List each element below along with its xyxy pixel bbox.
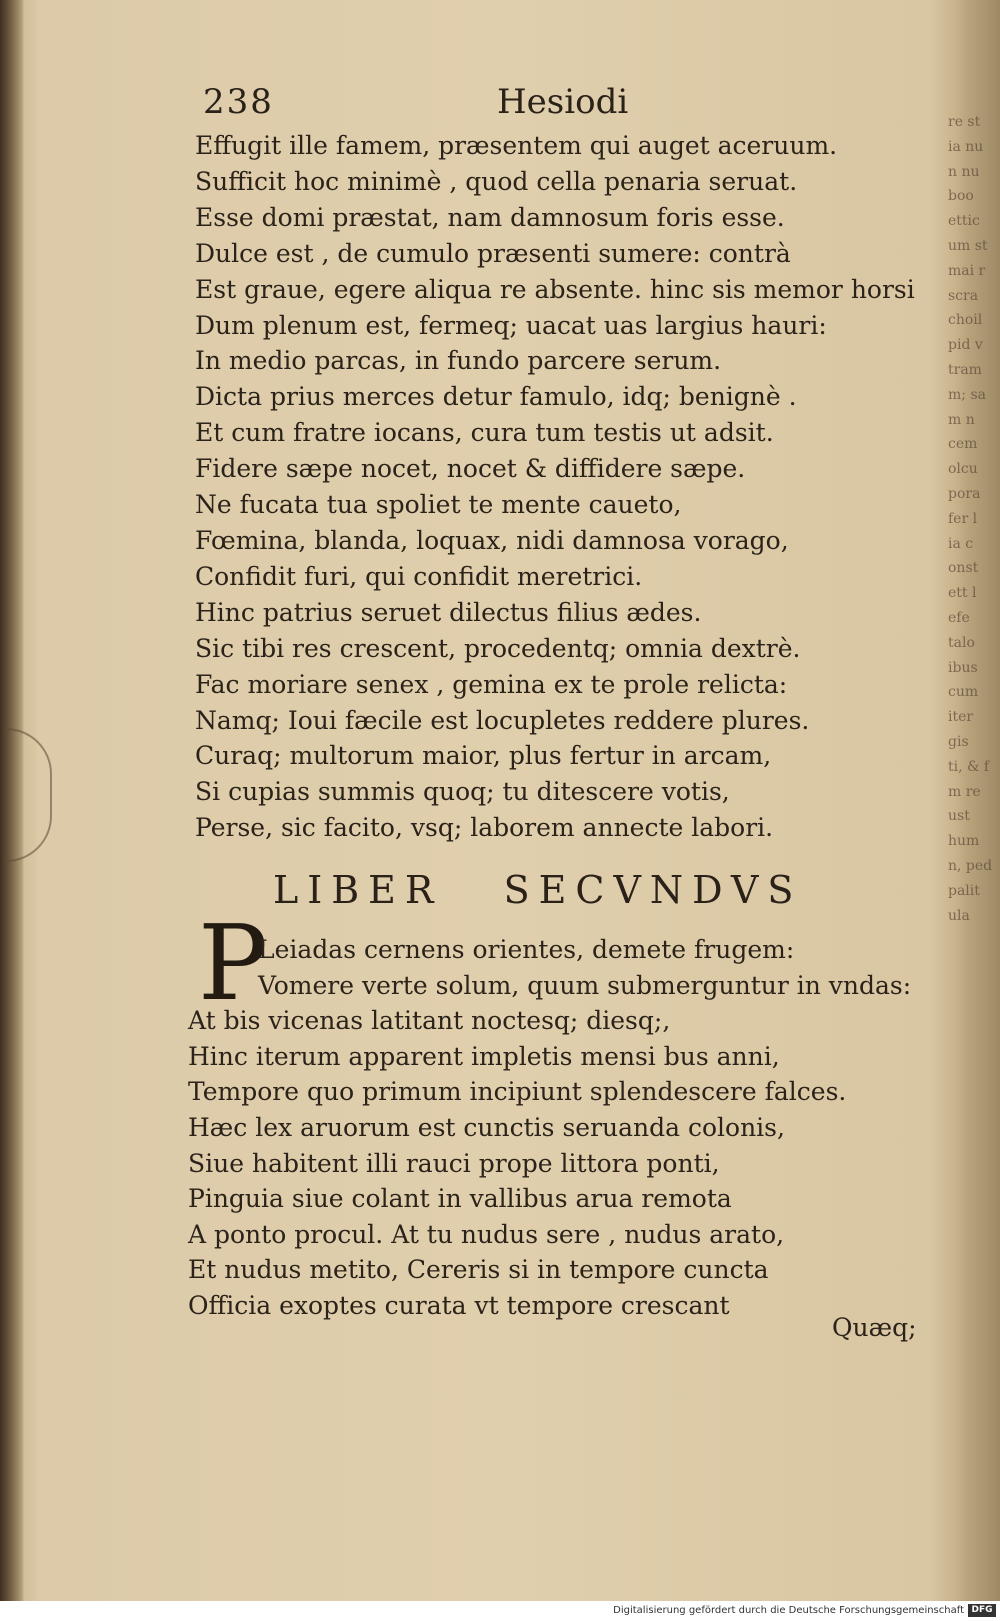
- verse-line: Pinguia siue colant in vallibus arua remota: [188, 1184, 732, 1214]
- binding-clasp-outline: [4, 728, 52, 862]
- facing-page-fragment: m; sa: [948, 386, 986, 403]
- facing-page-fragment: pora: [948, 485, 981, 502]
- facing-page-fragment: scra: [948, 287, 979, 304]
- verse-line: Namq; Ioui fæcile est locupletes reddere plures.: [195, 705, 810, 735]
- facing-page-fragment: ust: [948, 808, 970, 825]
- verse-line: Dulce est , de cumulo præsenti sumere: contrà: [195, 238, 791, 268]
- facing-page-fragment: tram: [948, 361, 982, 378]
- verse-line: Fac moriare senex , gemina ex te prole relicta:: [195, 669, 788, 699]
- facing-page-fragment: fer l: [948, 510, 978, 527]
- facing-page-fragment: efe: [948, 609, 970, 626]
- verse-line: Confidit furi, qui confidit meretrici.: [195, 561, 643, 591]
- dfg-logo: DFG: [968, 1604, 996, 1617]
- facing-page-fragment: iter: [948, 709, 974, 726]
- verse-line: Si cupias summis quoq; tu ditescere votis,: [195, 777, 730, 807]
- verse-line: Sufficit hoc minimè , quod cella penaria seruat.: [195, 166, 798, 196]
- facing-page-fragment: palit: [948, 882, 980, 899]
- facing-page-fragment: pid v: [948, 337, 983, 354]
- facing-page-fragment: onst: [948, 560, 979, 577]
- catchword: Quæq;: [832, 1313, 917, 1342]
- verse-line: Et nudus metito, Cereris si in tempore cuncta: [188, 1255, 769, 1285]
- facing-page-fragment: mai r: [948, 262, 986, 279]
- facing-page-fragment: ettic: [948, 213, 980, 230]
- facing-page-fragment: cem: [948, 436, 978, 453]
- verse-line: Est graue, egere aliqua re absente. hinc sis memor horsi: [195, 274, 915, 304]
- verse-line: A ponto procul. At tu nudus sere , nudus arato,: [188, 1219, 785, 1249]
- facing-page-fragment: re st: [948, 114, 981, 130]
- verse-line: Effugit ille famem, præsentem qui auget aceruum.: [195, 131, 838, 160]
- facing-page-fragment: cum: [948, 684, 979, 701]
- verse-line: Officia exoptes curata vt tempore crescant: [188, 1290, 730, 1320]
- facing-page-fragment: hum: [948, 833, 980, 850]
- facing-page-fragment: um st: [948, 237, 988, 254]
- verse-line: Perse, sic facito, vsq; laborem annecte labori.: [195, 813, 774, 843]
- verse-line: Siue habitent illi rauci prope littora ponti,: [188, 1148, 720, 1178]
- facing-page-fragment: ti, & f: [948, 758, 990, 775]
- verse-line: At bis vicenas latitant noctesq; diesq;,: [188, 1006, 671, 1036]
- verse-line: Sic tibi res crescent, procedentq; omnia dextrè.: [195, 633, 801, 663]
- page-number: 238: [203, 82, 274, 122]
- facing-page-fragment: boo: [948, 188, 974, 205]
- verse-line: Dicta prius merces detur famulo, idq; benignè .: [195, 382, 797, 412]
- drop-cap: P: [198, 902, 268, 1024]
- footer-bar: [0, 1601, 1000, 1621]
- verse-line: Esse domi præstat, nam damnosum foris esse.: [195, 202, 785, 232]
- facing-page-fragment: choil: [948, 312, 983, 329]
- verse-line: Tempore quo primum incipiunt splendescere falces.: [188, 1077, 847, 1107]
- facing-page-fragment: ula: [948, 907, 970, 924]
- verse-line: Et cum fratre iocans, cura tum testis ut adsit.: [195, 418, 774, 448]
- verse-block-book-two: [188, 932, 948, 1324]
- verse-line: Fœmina, blanda, loquax, nidi damnosa vorago,: [195, 525, 789, 555]
- verse-line: Vomere verte solum, quum submerguntur in vndas:: [258, 970, 912, 1000]
- funding-credit: Digitalisierung gefördert durch die Deutsche Forschungsgemeinschaft: [613, 1605, 964, 1616]
- facing-page-fragment: ibus: [948, 659, 978, 676]
- running-title: Hesiodi: [497, 82, 629, 122]
- facing-page-fragment: n, ped: [948, 857, 993, 874]
- verse-line: Hæc lex aruorum est cunctis seruanda colonis,: [188, 1112, 785, 1142]
- facing-page-fragment: m n: [948, 411, 975, 428]
- facing-page-fragment: gis: [948, 733, 969, 750]
- verse-line: Hinc iterum apparent impletis mensi bus anni,: [188, 1041, 780, 1071]
- book-heading-word: LIBER: [273, 868, 443, 912]
- facing-page-bleed: [948, 110, 1000, 1340]
- running-header: [203, 82, 943, 132]
- verse-line: Curaq; multorum maior, plus fertur in arcam,: [195, 741, 772, 771]
- facing-page-fragment: olcu: [948, 461, 978, 478]
- facing-page-fragment: n nu: [948, 163, 980, 180]
- book-heading: [273, 868, 913, 912]
- book-heading-word: SECVNDVS: [503, 868, 803, 912]
- verse-line: Fidere sæpe nocet, nocet & diffidere sæpe.: [195, 454, 746, 484]
- verse-line: Leiadas cernens orientes, demete frugem:: [258, 935, 795, 964]
- verse-line: Hinc patrius seruet dilectus filius ædes.: [195, 597, 702, 627]
- verse-line: Dum plenum est, fermeq; uacat uas largius hauri:: [195, 310, 827, 340]
- verse-block-book-one: [195, 128, 955, 846]
- facing-page-fragment: ett l: [948, 585, 977, 602]
- facing-page-fragment: ia c: [948, 535, 974, 552]
- facing-page-fragment: talo: [948, 634, 975, 651]
- verse-line: In medio parcas, in fundo parcere serum.: [195, 346, 722, 376]
- facing-page-fragment: ia nu: [948, 138, 984, 155]
- verse-line: Ne fucata tua spoliet te mente caueto,: [195, 490, 682, 520]
- facing-page-fragment: m re: [948, 783, 981, 800]
